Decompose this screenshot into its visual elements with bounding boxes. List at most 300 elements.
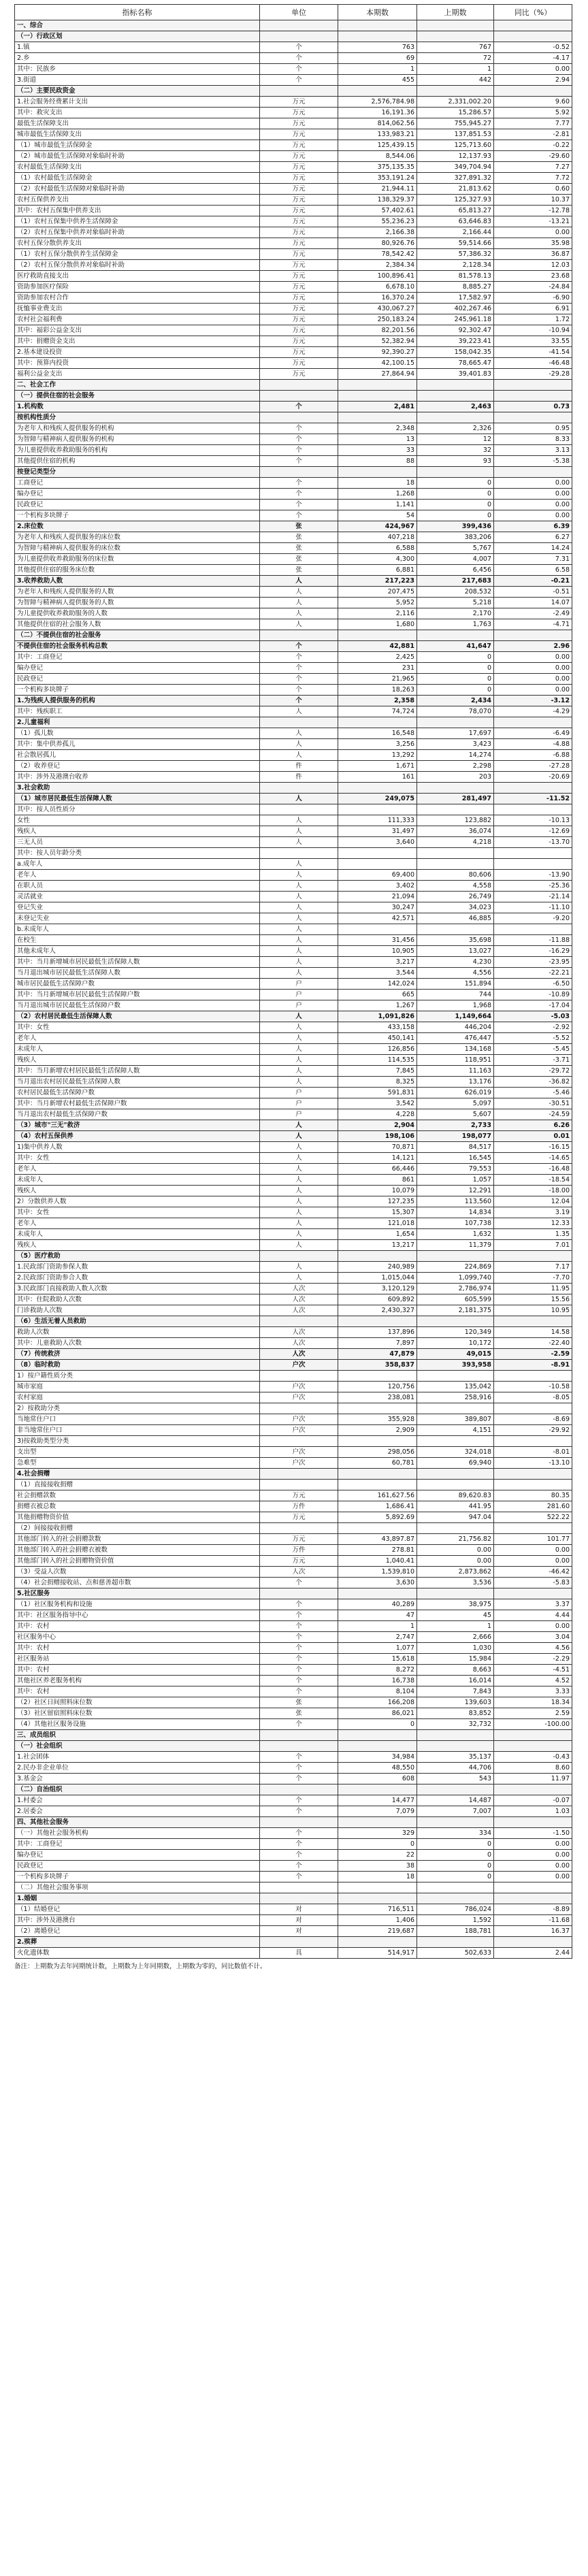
current-value-cell: 42,100.15 (338, 358, 417, 369)
unit-cell: 张 (260, 554, 338, 565)
unit-cell: 个 (260, 1872, 338, 1882)
indicator-cell: 1.镇 (15, 42, 260, 53)
yoy-cell: -46.42 (494, 1567, 572, 1578)
table-row (15, 1686, 572, 1697)
current-value-cell: 142,024 (338, 979, 417, 990)
indicator-cell: 非当地常住户口 (15, 1425, 260, 1436)
unit-cell: 个 (260, 456, 338, 467)
current-value-cell (338, 86, 417, 97)
table-row (15, 1861, 572, 1872)
previous-value-cell: 0.00 (417, 1545, 494, 1556)
yoy-cell: 80.35 (494, 1490, 572, 1501)
indicator-cell: 老年人 (15, 1164, 260, 1175)
previous-value-cell: 14,834 (417, 1207, 494, 1218)
previous-value-cell: 2,331,002.20 (417, 97, 494, 108)
indicator-cell: 其中：预算内投资 (15, 358, 260, 369)
yoy-cell: -13.90 (494, 870, 572, 881)
previous-value-cell: 78,665.47 (417, 358, 494, 369)
yoy-cell: 7.27 (494, 162, 572, 173)
current-value-cell: 1,015,044 (338, 1273, 417, 1284)
indicator-cell: （1）农村最低生活保障金 (15, 173, 260, 184)
yoy-cell: -5.83 (494, 1578, 572, 1588)
unit-cell: 个 (260, 42, 338, 53)
current-value-cell: 40,289 (338, 1599, 417, 1610)
yoy-cell: 0.00 (494, 510, 572, 521)
unit-cell: 人 (260, 968, 338, 979)
indicator-cell: 民政登记 (15, 1861, 260, 1872)
indicator-cell: 其他提供住宿的社会服务人数 (15, 619, 260, 630)
table-row (15, 20, 572, 31)
table-row (15, 1523, 572, 1534)
unit-cell: 个 (260, 1610, 338, 1621)
indicator-cell: 在校生 (15, 935, 260, 946)
unit-cell: 人 (260, 881, 338, 892)
unit-cell: 万元 (260, 314, 338, 325)
current-value-cell: 21,944.11 (338, 184, 417, 195)
previous-value-cell: 0 (417, 1850, 494, 1861)
unit-cell: 个 (260, 696, 338, 706)
table-row (15, 1371, 572, 1382)
yoy-cell: -4.17 (494, 53, 572, 64)
previous-value-cell: 442 (417, 75, 494, 86)
previous-value-cell: 158,042.35 (417, 347, 494, 358)
yoy-cell: -4.29 (494, 706, 572, 717)
previous-value-cell (417, 1251, 494, 1262)
indicator-cell: 抚恤事业费支出 (15, 304, 260, 314)
previous-value-cell: 1,057 (417, 1175, 494, 1186)
unit-cell: 人 (260, 1044, 338, 1055)
yoy-cell (494, 1882, 572, 1893)
table-row (15, 347, 572, 358)
unit-cell: 个 (260, 75, 338, 86)
yoy-cell: -5.45 (494, 1044, 572, 1055)
unit-cell: 个 (260, 1774, 338, 1784)
table-row (15, 402, 572, 412)
current-value-cell: 1,267 (338, 1000, 417, 1011)
previous-value-cell: 6,456 (417, 565, 494, 576)
previous-value-cell (417, 717, 494, 728)
previous-value-cell (417, 1817, 494, 1828)
current-value-cell: 2,481 (338, 402, 417, 412)
previous-value-cell: 217,683 (417, 576, 494, 587)
yoy-cell: 2.59 (494, 1708, 572, 1719)
previous-value-cell: 1 (417, 1621, 494, 1632)
yoy-cell: -29.92 (494, 1425, 572, 1436)
table-row (15, 151, 572, 162)
indicator-cell: 资助参加医疗保险 (15, 282, 260, 293)
indicator-cell: 一个机构多块牌子 (15, 1872, 260, 1882)
table-row (15, 86, 572, 97)
yoy-cell (494, 1937, 572, 1948)
indicator-cell: 其中：农村五保集中供养支出 (15, 206, 260, 216)
current-value-cell: 16,548 (338, 728, 417, 739)
current-value-cell (338, 1523, 417, 1534)
indicator-cell: 为儿童提供收养救助服务的机构 (15, 445, 260, 456)
indicator-cell: 其中：涉外及港澳台 (15, 1915, 260, 1926)
previous-value-cell (417, 1469, 494, 1480)
yoy-cell: 33.55 (494, 336, 572, 347)
unit-cell: 个 (260, 1621, 338, 1632)
yoy-cell: -25.36 (494, 881, 572, 892)
table-row (15, 1305, 572, 1316)
yoy-cell: 1.35 (494, 1229, 572, 1240)
unit-cell: 个 (260, 1752, 338, 1763)
table-row (15, 1578, 572, 1588)
current-value-cell: 47 (338, 1610, 417, 1621)
yoy-cell (494, 31, 572, 42)
current-value-cell: 814,062.56 (338, 118, 417, 129)
table-row (15, 674, 572, 685)
table-row (15, 1131, 572, 1142)
unit-cell (260, 380, 338, 391)
current-value-cell: 2,166.38 (338, 227, 417, 238)
unit-cell: 人 (260, 706, 338, 717)
indicator-cell: 城市居民最低生活保障户数 (15, 979, 260, 990)
current-value-cell: 433,158 (338, 1022, 417, 1033)
previous-value-cell: 80,606 (417, 870, 494, 881)
unit-cell: 个 (260, 1850, 338, 1861)
previous-value-cell: 2,733 (417, 1120, 494, 1131)
current-value-cell: 0 (338, 1839, 417, 1850)
current-value-cell: 3,544 (338, 968, 417, 979)
yoy-cell: 3.13 (494, 445, 572, 456)
unit-cell: 个 (260, 1763, 338, 1774)
table-row (15, 1784, 572, 1795)
current-value-cell: 1 (338, 1621, 417, 1632)
current-value-cell: 15,307 (338, 1207, 417, 1218)
yoy-cell: -0.52 (494, 42, 572, 53)
table-row (15, 489, 572, 500)
current-value-cell: 137,896 (338, 1327, 417, 1338)
previous-value-cell: 7,007 (417, 1806, 494, 1817)
current-value-cell: 514,917 (338, 1948, 417, 1959)
yoy-cell: -41.54 (494, 347, 572, 358)
indicator-cell: （1）社区服务机构和设施 (15, 1599, 260, 1610)
table-row (15, 1480, 572, 1490)
indicator-cell: 其中：儿童救助人次数 (15, 1338, 260, 1349)
current-value-cell (338, 1251, 417, 1262)
current-value-cell (338, 804, 417, 815)
indicator-cell: （3）社区留宿照料床位数 (15, 1708, 260, 1719)
indicator-cell: 3.街道 (15, 75, 260, 86)
indicator-cell: a.成年人 (15, 859, 260, 870)
current-value-cell: 48,550 (338, 1763, 417, 1774)
yoy-cell: 0.00 (494, 1545, 572, 1556)
unit-cell: 个 (260, 1719, 338, 1730)
previous-value-cell: 14,487 (417, 1795, 494, 1806)
current-value-cell (338, 924, 417, 935)
table-row (15, 1904, 572, 1915)
current-value-cell: 78,542.42 (338, 249, 417, 260)
table-row (15, 282, 572, 293)
indicator-cell: 农村五保分散供养支出 (15, 238, 260, 249)
indicator-cell: （7）传统救济 (15, 1349, 260, 1360)
table-row (15, 1294, 572, 1305)
current-value-cell: 2,747 (338, 1632, 417, 1643)
unit-cell: 个 (260, 489, 338, 500)
indicator-cell: 不提供住宿的社会服务机构总数 (15, 641, 260, 652)
table-row (15, 42, 572, 53)
yoy-cell: -2.92 (494, 1022, 572, 1033)
unit-cell (260, 717, 338, 728)
current-value-cell: 1,040.41 (338, 1556, 417, 1567)
indicator-cell: 残疾人 (15, 1186, 260, 1196)
unit-cell: 人 (260, 870, 338, 881)
indicator-cell: 1.婚姻 (15, 1893, 260, 1904)
yoy-cell: 0.01 (494, 1131, 572, 1142)
yoy-cell (494, 1403, 572, 1414)
current-value-cell: 31,497 (338, 826, 417, 837)
table-row (15, 848, 572, 859)
table-row (15, 1654, 572, 1665)
table-row (15, 1098, 572, 1109)
indicator-cell: 农村最低生活保障支出 (15, 162, 260, 173)
table-row (15, 293, 572, 304)
previous-value-cell: 4,151 (417, 1425, 494, 1436)
current-value-cell: 763 (338, 42, 417, 53)
indicator-cell: 其中：女性 (15, 1207, 260, 1218)
yoy-cell: -8.05 (494, 1392, 572, 1403)
current-value-cell: 10,079 (338, 1186, 417, 1196)
previous-value-cell (417, 924, 494, 935)
unit-cell: 万元 (260, 206, 338, 216)
unit-cell: 人 (260, 1164, 338, 1175)
yoy-cell (494, 1893, 572, 1904)
current-value-cell: 92,390.27 (338, 347, 417, 358)
table-row (15, 728, 572, 739)
previous-value-cell: 3,423 (417, 739, 494, 750)
yoy-cell: -8.69 (494, 1414, 572, 1425)
current-value-cell: 31,456 (338, 935, 417, 946)
indicator-cell: 其他提供住宿的服务床位数 (15, 565, 260, 576)
previous-value-cell: 383,206 (417, 532, 494, 543)
previous-value-cell: 134,168 (417, 1044, 494, 1055)
unit-cell: 个 (260, 1632, 338, 1643)
previous-value-cell: 198,077 (417, 1131, 494, 1142)
table-row (15, 881, 572, 892)
current-value-cell: 3,217 (338, 957, 417, 968)
table-row (15, 227, 572, 238)
unit-cell: 万元 (260, 151, 338, 162)
unit-cell: 个 (260, 674, 338, 685)
current-value-cell: 608 (338, 1774, 417, 1784)
unit-cell: 户次 (260, 1458, 338, 1469)
table-row (15, 1795, 572, 1806)
yoy-cell: -16.15 (494, 1142, 572, 1153)
previous-value-cell: 8,663 (417, 1665, 494, 1676)
previous-value-cell: 8,885.27 (417, 282, 494, 293)
current-value-cell: 14,477 (338, 1795, 417, 1806)
indicator-cell: 为智障与精神病人提供服务的床位数 (15, 543, 260, 554)
table-row (15, 892, 572, 902)
current-value-cell: 74,724 (338, 706, 417, 717)
unit-cell: 人 (260, 598, 338, 608)
unit-cell: 个 (260, 1806, 338, 1817)
indicator-cell: 其中：当月新增城市居民最低生活保障户数 (15, 990, 260, 1000)
table-row (15, 336, 572, 347)
current-value-cell (338, 1817, 417, 1828)
unit-cell: 万元 (260, 1512, 338, 1523)
previous-value-cell: 0 (417, 500, 494, 510)
indicator-cell: 其中：救灾支出 (15, 108, 260, 118)
statistics-table (14, 4, 572, 1959)
table-row (15, 64, 572, 75)
unit-cell: 人 (260, 587, 338, 598)
previous-value-cell: 39,223.41 (417, 336, 494, 347)
table-row (15, 521, 572, 532)
table-row (15, 1872, 572, 1882)
yoy-cell: -21.14 (494, 892, 572, 902)
previous-value-cell: 93 (417, 456, 494, 467)
unit-cell: 个 (260, 1643, 338, 1654)
yoy-cell: -13.21 (494, 216, 572, 227)
unit-cell: 张 (260, 532, 338, 543)
unit-cell (260, 804, 338, 815)
indicator-cell: 其中：涉外及港澳台收养 (15, 772, 260, 783)
previous-value-cell: 0 (417, 1861, 494, 1872)
previous-value-cell: 2,166.44 (417, 227, 494, 238)
yoy-cell: -0.22 (494, 140, 572, 151)
yoy-cell: 101.77 (494, 1534, 572, 1545)
indicator-cell: 在职人员 (15, 881, 260, 892)
current-value-cell: 2,576,784.98 (338, 97, 417, 108)
indicator-cell: 其他未成年人 (15, 946, 260, 957)
indicator-cell: 3.社会救助 (15, 783, 260, 794)
indicator-cell: （3）受益人次数 (15, 1567, 260, 1578)
unit-cell: 万元 (260, 271, 338, 282)
unit-cell: 户 (260, 979, 338, 990)
yoy-cell: -5.38 (494, 456, 572, 467)
unit-cell: 个 (260, 64, 338, 75)
previous-value-cell: 0 (417, 1839, 494, 1850)
previous-value-cell: 755,945.27 (417, 118, 494, 129)
current-value-cell (338, 848, 417, 859)
table-row (15, 1414, 572, 1425)
current-value-cell: 1,654 (338, 1229, 417, 1240)
current-value-cell: 2,358 (338, 696, 417, 706)
unit-cell: 人 (260, 739, 338, 750)
unit-cell: 个 (260, 1839, 338, 1850)
previous-value-cell (417, 412, 494, 423)
yoy-cell (494, 1480, 572, 1490)
previous-value-cell: 5,607 (417, 1109, 494, 1120)
yoy-cell: -11.10 (494, 902, 572, 913)
table-row (15, 1882, 572, 1893)
previous-value-cell: 17,582.97 (417, 293, 494, 304)
unit-cell: 个 (260, 652, 338, 663)
previous-value-cell: 476,447 (417, 1033, 494, 1044)
unit-cell: 对 (260, 1904, 338, 1915)
current-value-cell: 10,905 (338, 946, 417, 957)
unit-cell: 人 (260, 892, 338, 902)
table-row (15, 1436, 572, 1447)
unit-cell: 个 (260, 434, 338, 445)
indicator-cell: （二）主要民政资金 (15, 86, 260, 97)
table-row (15, 1556, 572, 1567)
indicator-cell: 支出型 (15, 1447, 260, 1458)
indicator-cell: （4）农村五保供养 (15, 1131, 260, 1142)
current-value-cell (338, 1480, 417, 1490)
previous-value-cell: 399,436 (417, 521, 494, 532)
previous-value-cell: 4,218 (417, 837, 494, 848)
previous-value-cell: 123,882 (417, 815, 494, 826)
yoy-cell: 7.77 (494, 118, 572, 129)
previous-value-cell: 327,891.32 (417, 173, 494, 184)
current-value-cell: 2,904 (338, 1120, 417, 1131)
unit-cell: 人 (260, 1175, 338, 1186)
table-row (15, 1338, 572, 1349)
current-value-cell: 6,588 (338, 543, 417, 554)
unit-cell: 万元 (260, 108, 338, 118)
indicator-cell: 其中：福彩公益金支出 (15, 325, 260, 336)
current-value-cell: 7,079 (338, 1806, 417, 1817)
yoy-cell: 6.58 (494, 565, 572, 576)
indicator-cell: （1）农村五保分散供养生活保障金 (15, 249, 260, 260)
indicator-cell: 为儿童提供收养救助服务的床位数 (15, 554, 260, 565)
previous-value-cell (417, 1403, 494, 1414)
yoy-cell: -5.46 (494, 1088, 572, 1098)
previous-value-cell (417, 1371, 494, 1382)
previous-value-cell: 324,018 (417, 1447, 494, 1458)
indicator-cell: 二、社会工作 (15, 380, 260, 391)
previous-value-cell: 744 (417, 990, 494, 1000)
indicator-cell: （2）农村居民最低生活保障人数 (15, 1011, 260, 1022)
unit-cell: 万元 (260, 173, 338, 184)
yoy-cell: -30.51 (494, 1098, 572, 1109)
table-row (15, 815, 572, 826)
yoy-cell: 522.22 (494, 1512, 572, 1523)
indicator-cell: 2.民政部门资助参合人数 (15, 1273, 260, 1284)
table-row (15, 837, 572, 848)
indicator-cell: 捐赠衣被总数 (15, 1501, 260, 1512)
table-row (15, 173, 572, 184)
indicator-cell: （2）间接接收捐赠 (15, 1523, 260, 1534)
current-value-cell (338, 31, 417, 42)
indicator-cell: 门诊救助人次数 (15, 1305, 260, 1316)
unit-cell: 人次 (260, 1305, 338, 1316)
unit-cell: 人 (260, 1055, 338, 1066)
unit-cell: 人 (260, 750, 338, 761)
table-row (15, 1033, 572, 1044)
unit-cell (260, 1480, 338, 1490)
unit-cell: 万元 (260, 358, 338, 369)
table-row (15, 75, 572, 86)
unit-cell: 万元 (260, 195, 338, 206)
unit-cell: 万元 (260, 118, 338, 129)
previous-value-cell: 5,097 (417, 1098, 494, 1109)
previous-value-cell: 0 (417, 489, 494, 500)
yoy-cell: 9.60 (494, 97, 572, 108)
current-value-cell: 198,106 (338, 1131, 417, 1142)
indicator-cell: 未登记失业 (15, 913, 260, 924)
current-value-cell: 2,430,327 (338, 1305, 417, 1316)
current-value-cell (338, 1469, 417, 1480)
current-value-cell: 47,879 (338, 1349, 417, 1360)
indicator-cell: （2）农村最低生活保障对象临时补助 (15, 184, 260, 195)
indicator-cell: 社会散居孤儿 (15, 750, 260, 761)
unit-cell: 万件 (260, 1545, 338, 1556)
table-row (15, 391, 572, 402)
previous-value-cell: 245,961.18 (417, 314, 494, 325)
indicator-cell: （1）孤儿数 (15, 728, 260, 739)
yoy-cell: 2.94 (494, 75, 572, 86)
current-value-cell: 15,618 (338, 1654, 417, 1665)
indicator-cell: 工商登记 (15, 478, 260, 489)
indicator-cell: 当地常住户口 (15, 1414, 260, 1425)
table-row (15, 1730, 572, 1741)
yoy-cell (494, 412, 572, 423)
previous-value-cell: 2,326 (417, 423, 494, 434)
